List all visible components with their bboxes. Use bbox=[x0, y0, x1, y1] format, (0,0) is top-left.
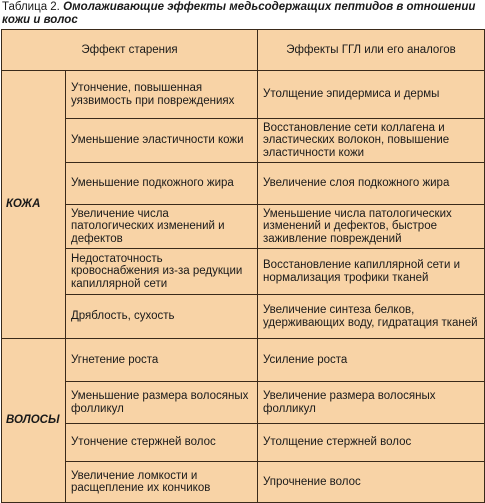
table-row bbox=[2, 339, 485, 382]
effect-cell: Утолщение стержней волос bbox=[258, 424, 485, 462]
aging-cell: Утончение стержней волос bbox=[66, 424, 258, 462]
caption-title: Омолаживающие эффекты медьсодержащих пептидов в отношении кожи и волос bbox=[2, 1, 476, 26]
aging-cell: Недостаточность кровоснабжения из-за редукции капиллярной сети bbox=[66, 249, 258, 295]
effect-cell: Усиление роста bbox=[258, 339, 485, 382]
aging-cell: Уменьшение подкожного жира bbox=[66, 163, 258, 205]
effect-cell: Утолщение эпидермиса и дермы bbox=[258, 71, 485, 119]
effect-cell: Увеличение синтеза белков, удерживающих воду, гидратация тканей bbox=[258, 295, 485, 339]
table-row bbox=[2, 71, 485, 119]
table-row bbox=[2, 163, 485, 205]
header-row bbox=[2, 30, 485, 71]
aging-cell: Утончение, повышенная уязвимость при повреждениях bbox=[66, 71, 258, 119]
aging-cell: Увеличение ломкости и расщепление их кончиков bbox=[66, 462, 258, 503]
aging-cell: Уменьшение эластичности кожи bbox=[66, 119, 258, 163]
group-label-hair: ВОЛОСЫ bbox=[2, 339, 66, 503]
table-row bbox=[2, 295, 485, 339]
group-label-skin: КОЖА bbox=[2, 71, 66, 339]
caption-lead: Таблица 2. bbox=[2, 1, 60, 13]
peptide-effects-table bbox=[1, 29, 485, 503]
effect-cell: Уменьшение числа патологических изменений и дефектов, быстрое заживление повреждений bbox=[258, 205, 485, 249]
header-aging-effect: Эффект старения bbox=[2, 30, 258, 71]
effect-cell: Увеличение слоя подкожного жира bbox=[258, 163, 485, 205]
table-row bbox=[2, 119, 485, 163]
table-row bbox=[2, 249, 485, 295]
effect-cell: Увеличение размера волосяных фолликул bbox=[258, 382, 485, 424]
effect-cell: Упрочнение волос bbox=[258, 462, 485, 503]
header-ggl-effect: Эффекты ГГЛ или его аналогов bbox=[258, 30, 485, 71]
aging-cell: Угнетение роста bbox=[66, 339, 258, 382]
effect-cell: Восстановление сети коллагена и эластических волокон, повышение эластичности кожи bbox=[258, 119, 485, 163]
table-row bbox=[2, 424, 485, 462]
aging-cell: Уменьшение размера волосяных фолликул bbox=[66, 382, 258, 424]
effect-cell: Восстановление капиллярной сети и нормализация трофики тканей bbox=[258, 249, 485, 295]
table-row bbox=[2, 462, 485, 503]
table-caption bbox=[2, 1, 482, 27]
table-row bbox=[2, 382, 485, 424]
aging-cell: Дряблость, сухость bbox=[66, 295, 258, 339]
table-row bbox=[2, 205, 485, 249]
aging-cell: Увеличение числа патологических изменений и дефектов bbox=[66, 205, 258, 249]
